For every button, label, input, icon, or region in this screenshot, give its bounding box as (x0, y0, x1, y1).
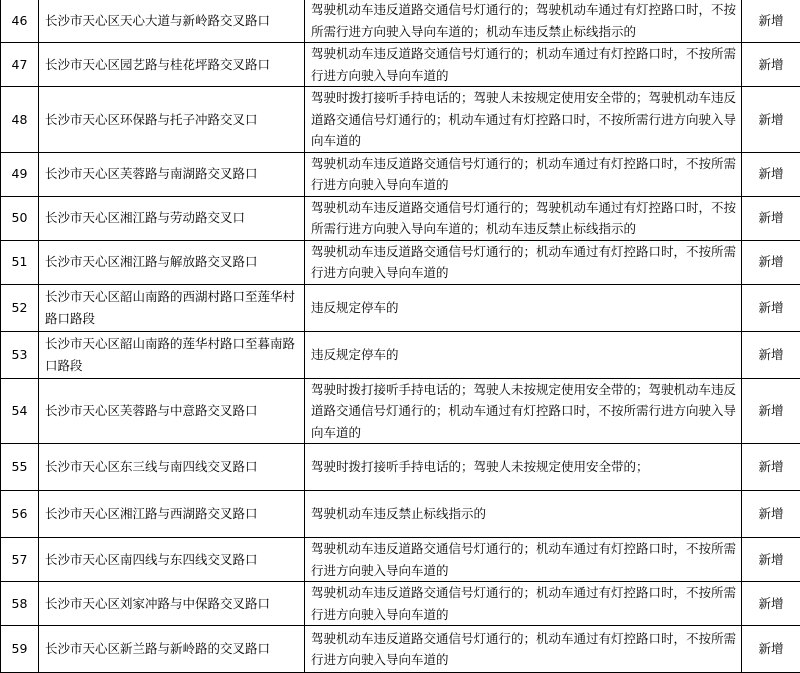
table-row (1, 491, 800, 538)
type-cell: 新增 (742, 444, 800, 491)
table-row (1, 284, 800, 331)
row-number: 58 (1, 582, 39, 626)
type-cell: 新增 (742, 87, 800, 153)
type-cell: 新增 (742, 538, 800, 582)
table-row (1, 240, 800, 284)
type-cell: 新增 (742, 284, 800, 331)
violation-cell: 驾驶机动车违反道路交通信号灯通行的；机动车通过有灯控路口时，不按所需行进方向驶入导向车道的 (305, 152, 742, 196)
table-row (1, 582, 800, 626)
location-cell: 长沙市天心区韶山南路的西湖村路口至莲华村路口路段 (39, 284, 305, 331)
row-number: 51 (1, 240, 39, 284)
location-cell: 长沙市天心区天心大道与新岭路交叉路口 (39, 0, 305, 43)
type-cell: 新增 (742, 331, 800, 378)
violation-cell: 驾驶机动车违反道路交通信号灯通行的；驾驶机动车通过有灯控路口时，不按所需行进方向驶入导向车道的；机动车违反禁止标线指示的 (305, 0, 742, 43)
location-cell: 长沙市天心区芙蓉路与南湖路交叉路口 (39, 152, 305, 196)
row-number: 57 (1, 538, 39, 582)
violation-cell: 驾驶机动车违反道路交通信号灯通行的；驾驶机动车通过有灯控路口时，不按所需行进方向驶入导向车道的；机动车违反禁止标线指示的 (305, 196, 742, 240)
type-cell: 新增 (742, 240, 800, 284)
table-row (1, 444, 800, 491)
type-cell: 新增 (742, 491, 800, 538)
row-number: 52 (1, 284, 39, 331)
location-cell: 长沙市天心区刘家冲路与中保路交叉路口 (39, 582, 305, 626)
violation-cell: 违反规定停车的 (305, 284, 742, 331)
location-cell: 长沙市天心区园艺路与桂花坪路交叉路口 (39, 43, 305, 87)
location-cell: 长沙市天心区湘江路与西湖路交叉路口 (39, 491, 305, 538)
violation-cell: 驾驶机动车违反道路交通信号灯通行的；机动车通过有灯控路口时，不按所需行进方向驶入导向车道的 (305, 626, 742, 673)
location-cell: 长沙市天心区新兰路与新岭路的交叉路口 (39, 626, 305, 673)
table-row (1, 378, 800, 444)
location-cell: 长沙市天心区环保路与托子冲路交叉口 (39, 87, 305, 153)
violation-cell: 违反规定停车的 (305, 331, 742, 378)
row-number: 48 (1, 87, 39, 153)
location-cell: 长沙市天心区湘江路与劳动路交叉口 (39, 196, 305, 240)
violation-cell: 驾驶时拨打接听手持电话的；驾驶人未按规定使用安全带的；驾驶机动车违反道路交通信号灯通行的；机动车通过有灯控路口时，不按所需行进方向驶入导向车道的 (305, 378, 742, 444)
table-row (1, 87, 800, 153)
row-number: 54 (1, 378, 39, 444)
row-number: 47 (1, 43, 39, 87)
row-number: 46 (1, 0, 39, 43)
violation-cell: 驾驶机动车违反道路交通信号灯通行的；机动车通过有灯控路口时，不按所需行进方向驶入导向车道的 (305, 240, 742, 284)
row-number: 56 (1, 491, 39, 538)
type-cell: 新增 (742, 152, 800, 196)
location-cell: 长沙市天心区芙蓉路与中意路交叉路口 (39, 378, 305, 444)
violation-cell: 驾驶时拨打接听手持电话的；驾驶人未按规定使用安全带的； (305, 444, 742, 491)
violation-cell: 驾驶机动车违反道路交通信号灯通行的；机动车通过有灯控路口时，不按所需行进方向驶入导向车道的 (305, 582, 742, 626)
location-cell: 长沙市天心区韶山南路的莲华村路口至暮南路口路段 (39, 331, 305, 378)
table-row (1, 538, 800, 582)
type-cell: 新增 (742, 43, 800, 87)
row-number: 59 (1, 626, 39, 673)
type-cell: 新增 (742, 0, 800, 43)
type-cell: 新增 (742, 378, 800, 444)
row-number: 55 (1, 444, 39, 491)
table-row (1, 152, 800, 196)
violation-cell: 驾驶时拨打接听手持电话的；驾驶人未按规定使用安全带的；驾驶机动车违反道路交通信号灯通行的；机动车通过有灯控路口时，不按所需行进方向驶入导向车道的 (305, 87, 742, 153)
table-row (1, 196, 800, 240)
table-row (1, 0, 800, 43)
location-cell: 长沙市天心区东三线与南四线交叉路口 (39, 444, 305, 491)
violation-cell: 驾驶机动车违反道路交通信号灯通行的；机动车通过有灯控路口时，不按所需行进方向驶入导向车道的 (305, 43, 742, 87)
table-row (1, 626, 800, 673)
table-row (1, 43, 800, 87)
location-cell: 长沙市天心区湘江路与解放路交叉路口 (39, 240, 305, 284)
type-cell: 新增 (742, 626, 800, 673)
table-row (1, 331, 800, 378)
row-number: 50 (1, 196, 39, 240)
violation-cell: 驾驶机动车违反道路交通信号灯通行的；机动车通过有灯控路口时，不按所需行进方向驶入导向车道的 (305, 538, 742, 582)
violation-cell: 驾驶机动车违反禁止标线指示的 (305, 491, 742, 538)
row-number: 53 (1, 331, 39, 378)
type-cell: 新增 (742, 196, 800, 240)
type-cell: 新增 (742, 582, 800, 626)
location-cell: 长沙市天心区南四线与东四线交叉路口 (39, 538, 305, 582)
row-number: 49 (1, 152, 39, 196)
